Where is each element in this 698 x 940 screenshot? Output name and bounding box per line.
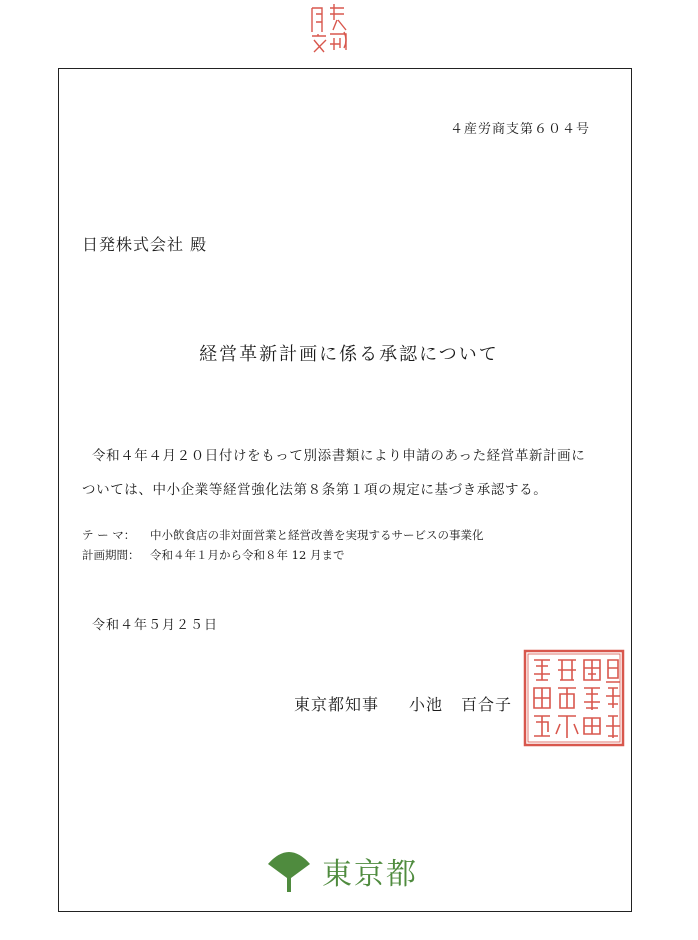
document-number: ４産労商支第６０４号 <box>450 122 591 137</box>
ginkgo-leaf-icon <box>266 848 312 892</box>
tokyo-logo <box>266 846 436 892</box>
issue-date: 令和４年５月２５日 <box>92 618 219 633</box>
period-row <box>82 547 344 563</box>
signer-family-name: 小池 <box>409 695 444 714</box>
theme-label: テ ー マ： <box>82 528 136 542</box>
top-seal-stamp <box>304 0 354 56</box>
body-text-line-2: ついては、中小企業等経営強化法第８条第１項の規定に基づき承認する。 <box>82 482 548 498</box>
signer <box>294 692 512 715</box>
signer-title: 東京都知事 <box>294 695 380 714</box>
logo-text: 東京都 <box>322 857 418 892</box>
period-label: 計画期間： <box>82 548 140 562</box>
theme-value: 中小飲食店の非対面営業と経営改善を実現するサービスの事業化 <box>150 528 484 542</box>
theme-row <box>82 527 484 543</box>
period-value: 令和４年１月から令和８年 12 月まで <box>150 548 345 562</box>
subject-title: 経営革新計画に係る承認について <box>199 344 499 365</box>
recipient: 日発株式会社 殿 <box>82 235 208 254</box>
body-text-line-1: 令和４年４月２０日付けをもって別添書類により申請のあった経営革新計画に <box>92 448 586 464</box>
signer-given-name: 百合子 <box>461 695 513 714</box>
official-seal-stamp <box>522 648 626 748</box>
